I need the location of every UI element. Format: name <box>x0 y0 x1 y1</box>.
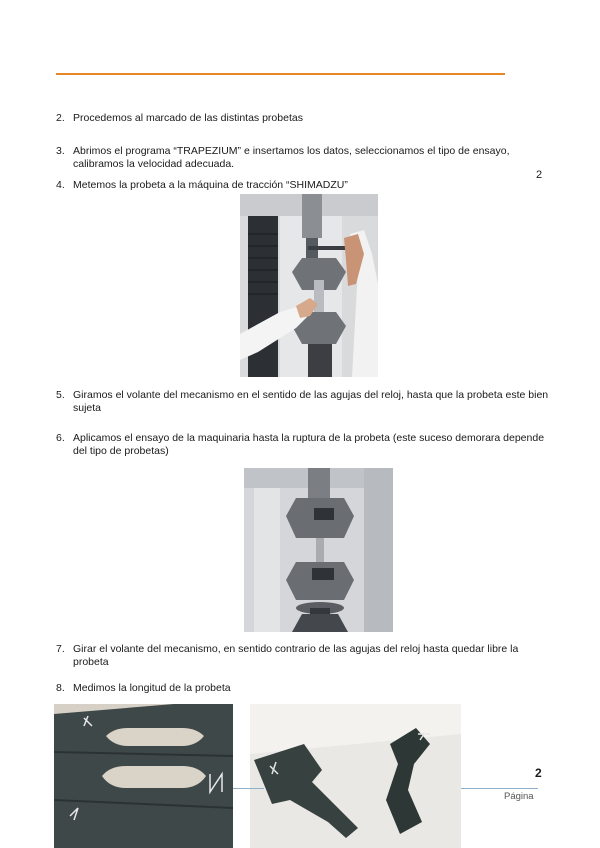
photo-tensile-test <box>244 468 393 632</box>
step-item <box>56 179 550 192</box>
step-item <box>56 432 550 457</box>
step-number: 7. <box>56 643 65 655</box>
step-text: Procedemos al marcado de las distintas probetas <box>73 112 303 124</box>
step-item <box>56 643 550 668</box>
step-item <box>56 682 550 695</box>
footer-page-label: Página <box>504 791 534 802</box>
step-text: Abrimos el programa “TRAPEZIUM” e insertamos los datos, seleccionamos el tipo de ensayo, calibramos la velocidad adecuada. <box>73 145 510 170</box>
step-item <box>56 389 550 414</box>
step-text: Giramos el volante del mecanismo en el sentido de las agujas del reloj, hasta que la probeta este bien sujeta <box>73 389 549 414</box>
step-text: Girar el volante del mecanismo, en sentido contrario de las agujas del reloj hasta quedar libre la probeta <box>73 643 519 668</box>
step-number: 6. <box>56 432 65 444</box>
step-number: 3. <box>56 145 65 157</box>
header-rule <box>56 73 505 75</box>
step-text: Aplicamos el ensayo de la maquinaria hasta la ruptura de la probeta (este suceso demorara depende del tipo de probetas) <box>73 432 545 457</box>
photo-broken-specimens <box>250 704 461 848</box>
step-number: 8. <box>56 682 65 694</box>
step-number: 4. <box>56 179 65 191</box>
side-page-number: 2 <box>536 169 543 181</box>
step-item <box>56 145 550 170</box>
step-number: 5. <box>56 389 65 401</box>
step-item <box>56 112 550 125</box>
photo-tensile-machine-loading <box>240 194 378 377</box>
step-text: Metemos la probeta a la máquina de tracción “SHIMADZU” <box>73 179 348 191</box>
step-number: 2. <box>56 112 65 124</box>
step-text: Medimos la longitud de la probeta <box>73 682 231 694</box>
photo-specimens-pair <box>54 704 233 848</box>
footer-page-number: 2 <box>535 766 542 780</box>
footer-line <box>460 788 538 789</box>
